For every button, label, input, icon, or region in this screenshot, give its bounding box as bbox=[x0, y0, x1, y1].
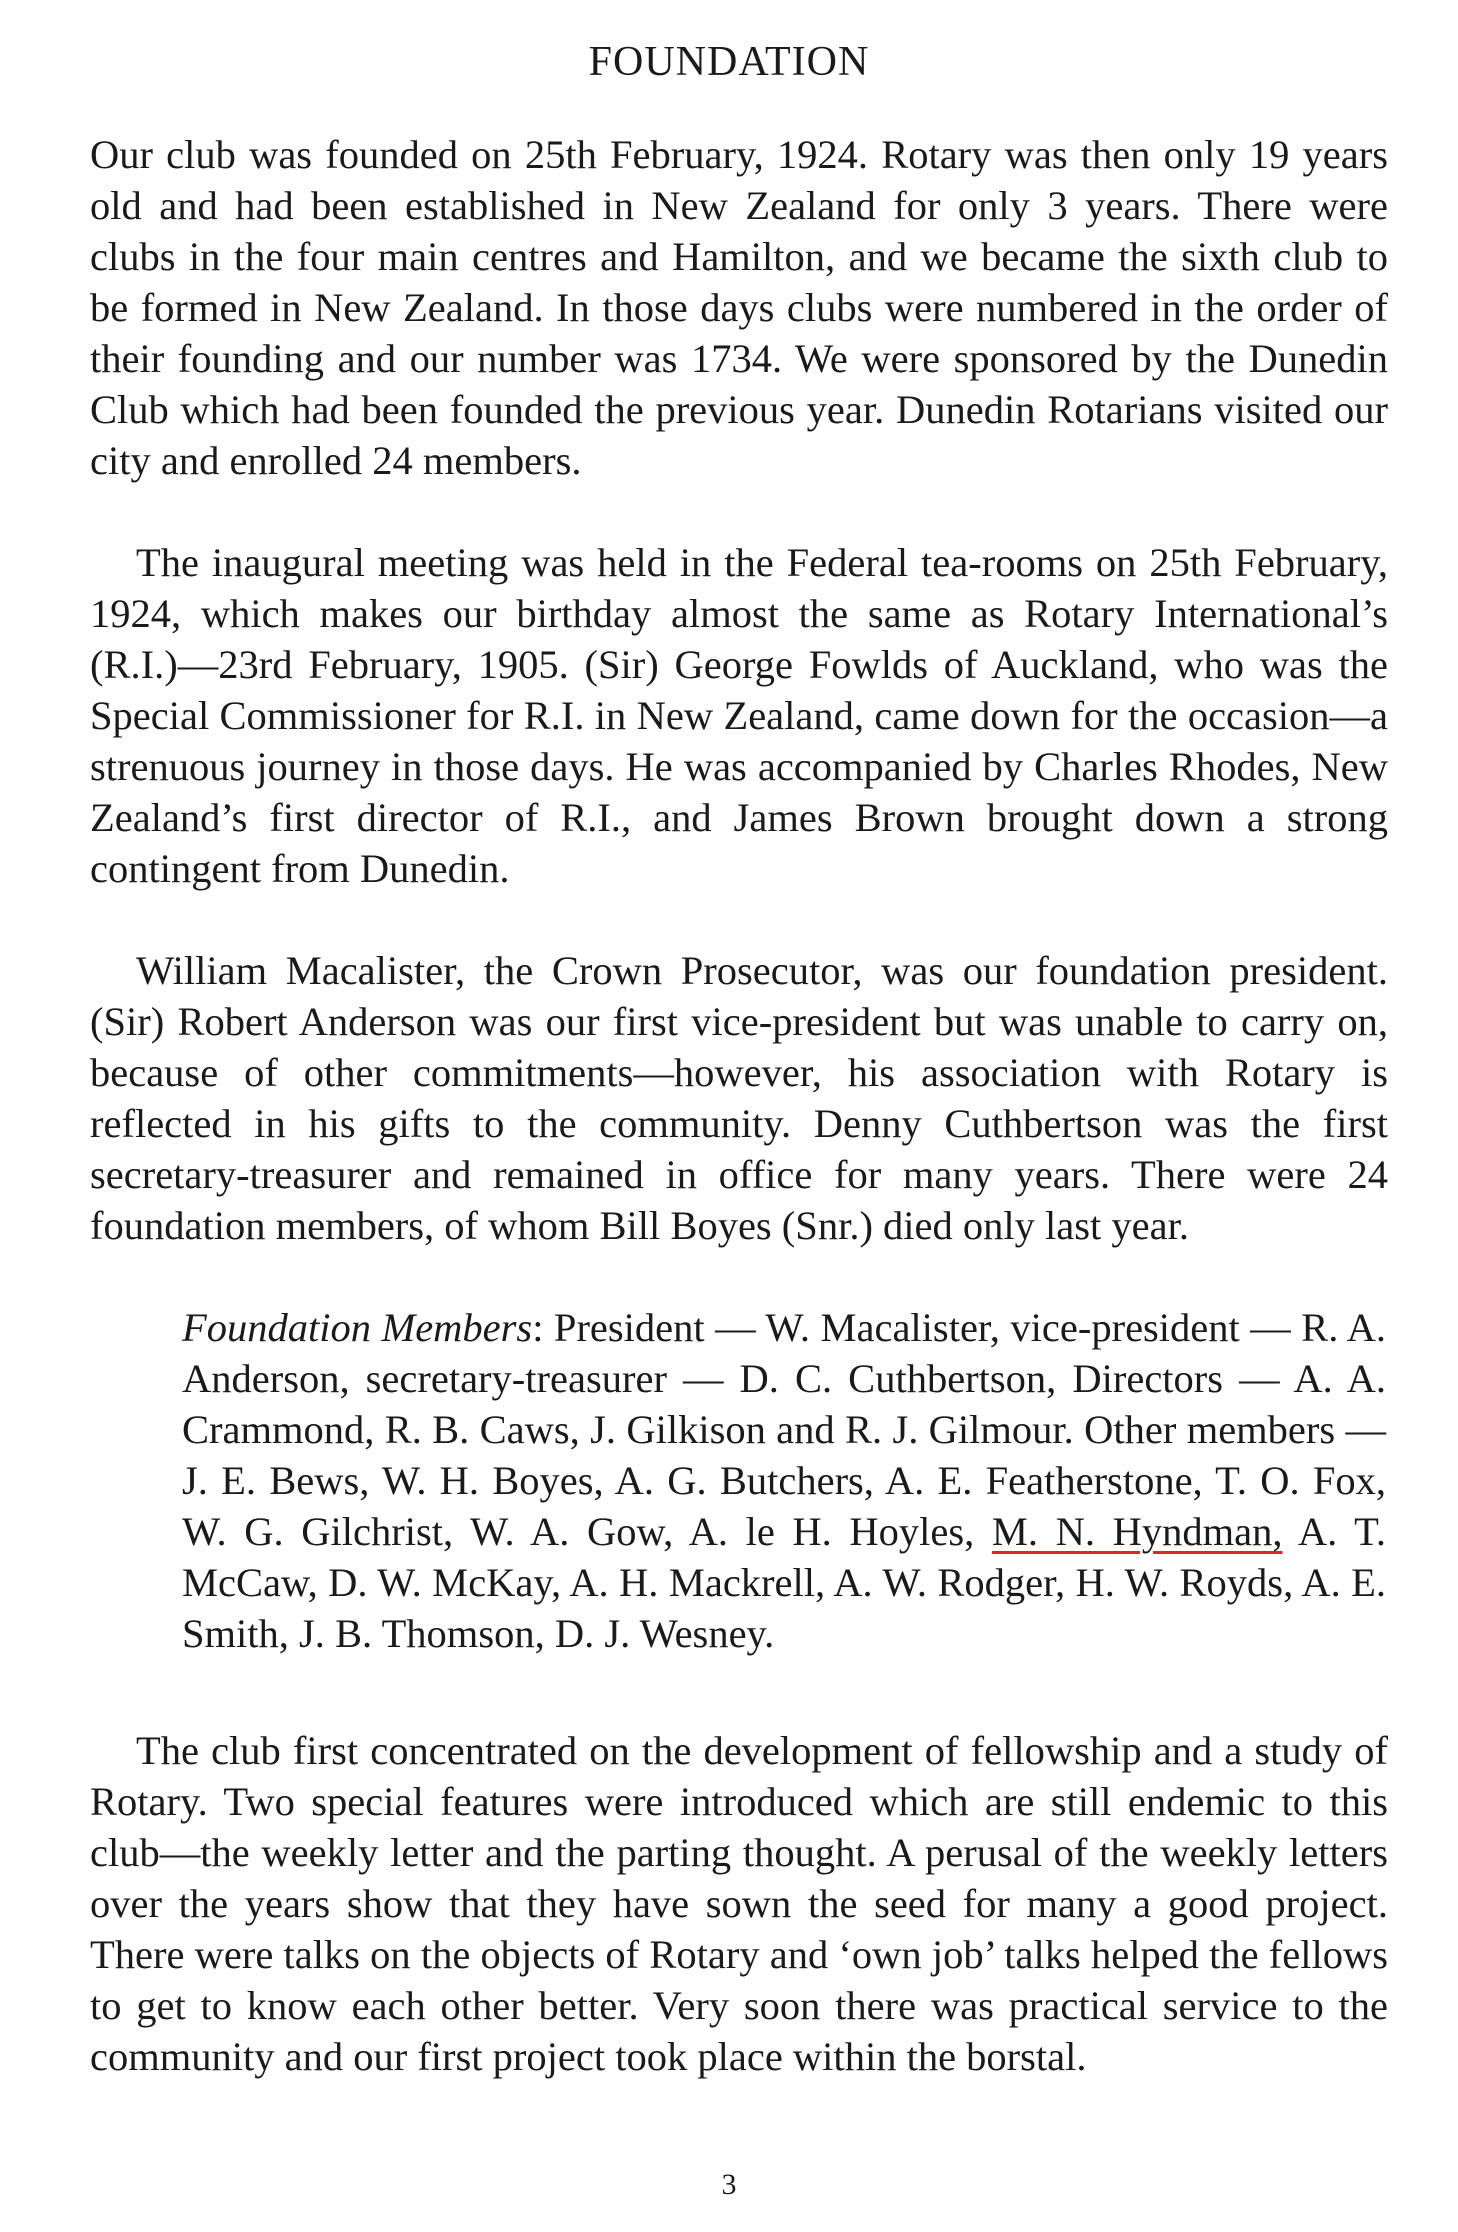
paragraph-text: Our club was founded on 25th February, 1924. Rotary was then only 19 years old and had been established in New Zealand for only 3 years. There were clubs in the four main centres and Hamilton, and we became the sixth club to be formed in New Zealand. In those days clubs were numbered in the order of their founding and our number was 1734. We were sponsored by the Dunedin Club which had been founded the previous year. Dunedin Rotarians visited our city and enrolled 24 members. bbox=[90, 132, 1388, 483]
paragraph-text: William Macalister, the Crown Prosecutor, was our foundation president. (Sir) Robert Anderson was our first vice-president but was unable to carry on, because of other commitments—however, his association with Rotary is reflected in his gifts to the community. Denny Cuthbertson was the first secretary-treasurer and remained in office for many years. There were 24 foundation members, of whom Bill Boyes (Snr.) died only last year. bbox=[90, 948, 1388, 1248]
paragraph-first-officers bbox=[90, 945, 1388, 1251]
paragraph-fellowship bbox=[90, 1725, 1388, 2082]
members-text-after: A. T. McCaw, D. W. McKay, A. H. Mackrell, A. W. Rodger, H. W. Royds, A. E. Smith, J. B. Thomson, D. J. Wesney. bbox=[182, 1509, 1386, 1656]
foundation-members-label: Foundation Members bbox=[182, 1305, 533, 1350]
page-title: FOUNDATION bbox=[588, 39, 870, 85]
foundation-members-list bbox=[182, 1302, 1386, 1659]
page-number: 3 bbox=[721, 2168, 737, 2201]
paragraph-text: The club first concentrated on the development of fellowship and a study of Rotary. Two special features were introduced which are still endemic to this club—the weekly letter and the parting thought. A perusal of the weekly letters over the years show that they have sown the seed for many a good project. There were talks on the objects of Rotary and ‘own job’ talks helped the fellows to get to know each other better. Very soon there was practical service to the community and our first project took place within the borstal. bbox=[90, 1728, 1388, 2079]
paragraph-text: The inaugural meeting was held in the Federal tea-rooms on 25th February, 1924, which makes our birthday almost the same as Rotary International’s (R.I.)—23rd February, 1905. (Sir) George Fowlds of Auckland, who was the Special Commissioner for R.I. in New Zealand, came down for the occasion—a strenuous journey in those days. He was accompanied by Charles Rhodes, New Zealand’s first director of R.I., and James Brown brought down a strong contingent from Dunedin. bbox=[90, 540, 1388, 891]
highlighted-member-name: M. N. Hyndman, bbox=[991, 1509, 1283, 1554]
members-text-before: : President — W. Macalister, vice-president — R. A. Anderson, secretary-treasurer — D. C. Cuthbertson, Directors — A. A. Crammond, R. B. Caws, J. Gilkison and R. J. Gilmour. Other members — J. E. Bews, W. H. Boyes, A. G. Butchers, A. E. Featherstone, T. O. Fox, W. G. Gilchrist, W. A. Gow, A. le H. Hoyles, bbox=[182, 1305, 1386, 1554]
paragraph-founding bbox=[90, 129, 1388, 486]
paragraph-inaugural-meeting bbox=[90, 537, 1388, 894]
